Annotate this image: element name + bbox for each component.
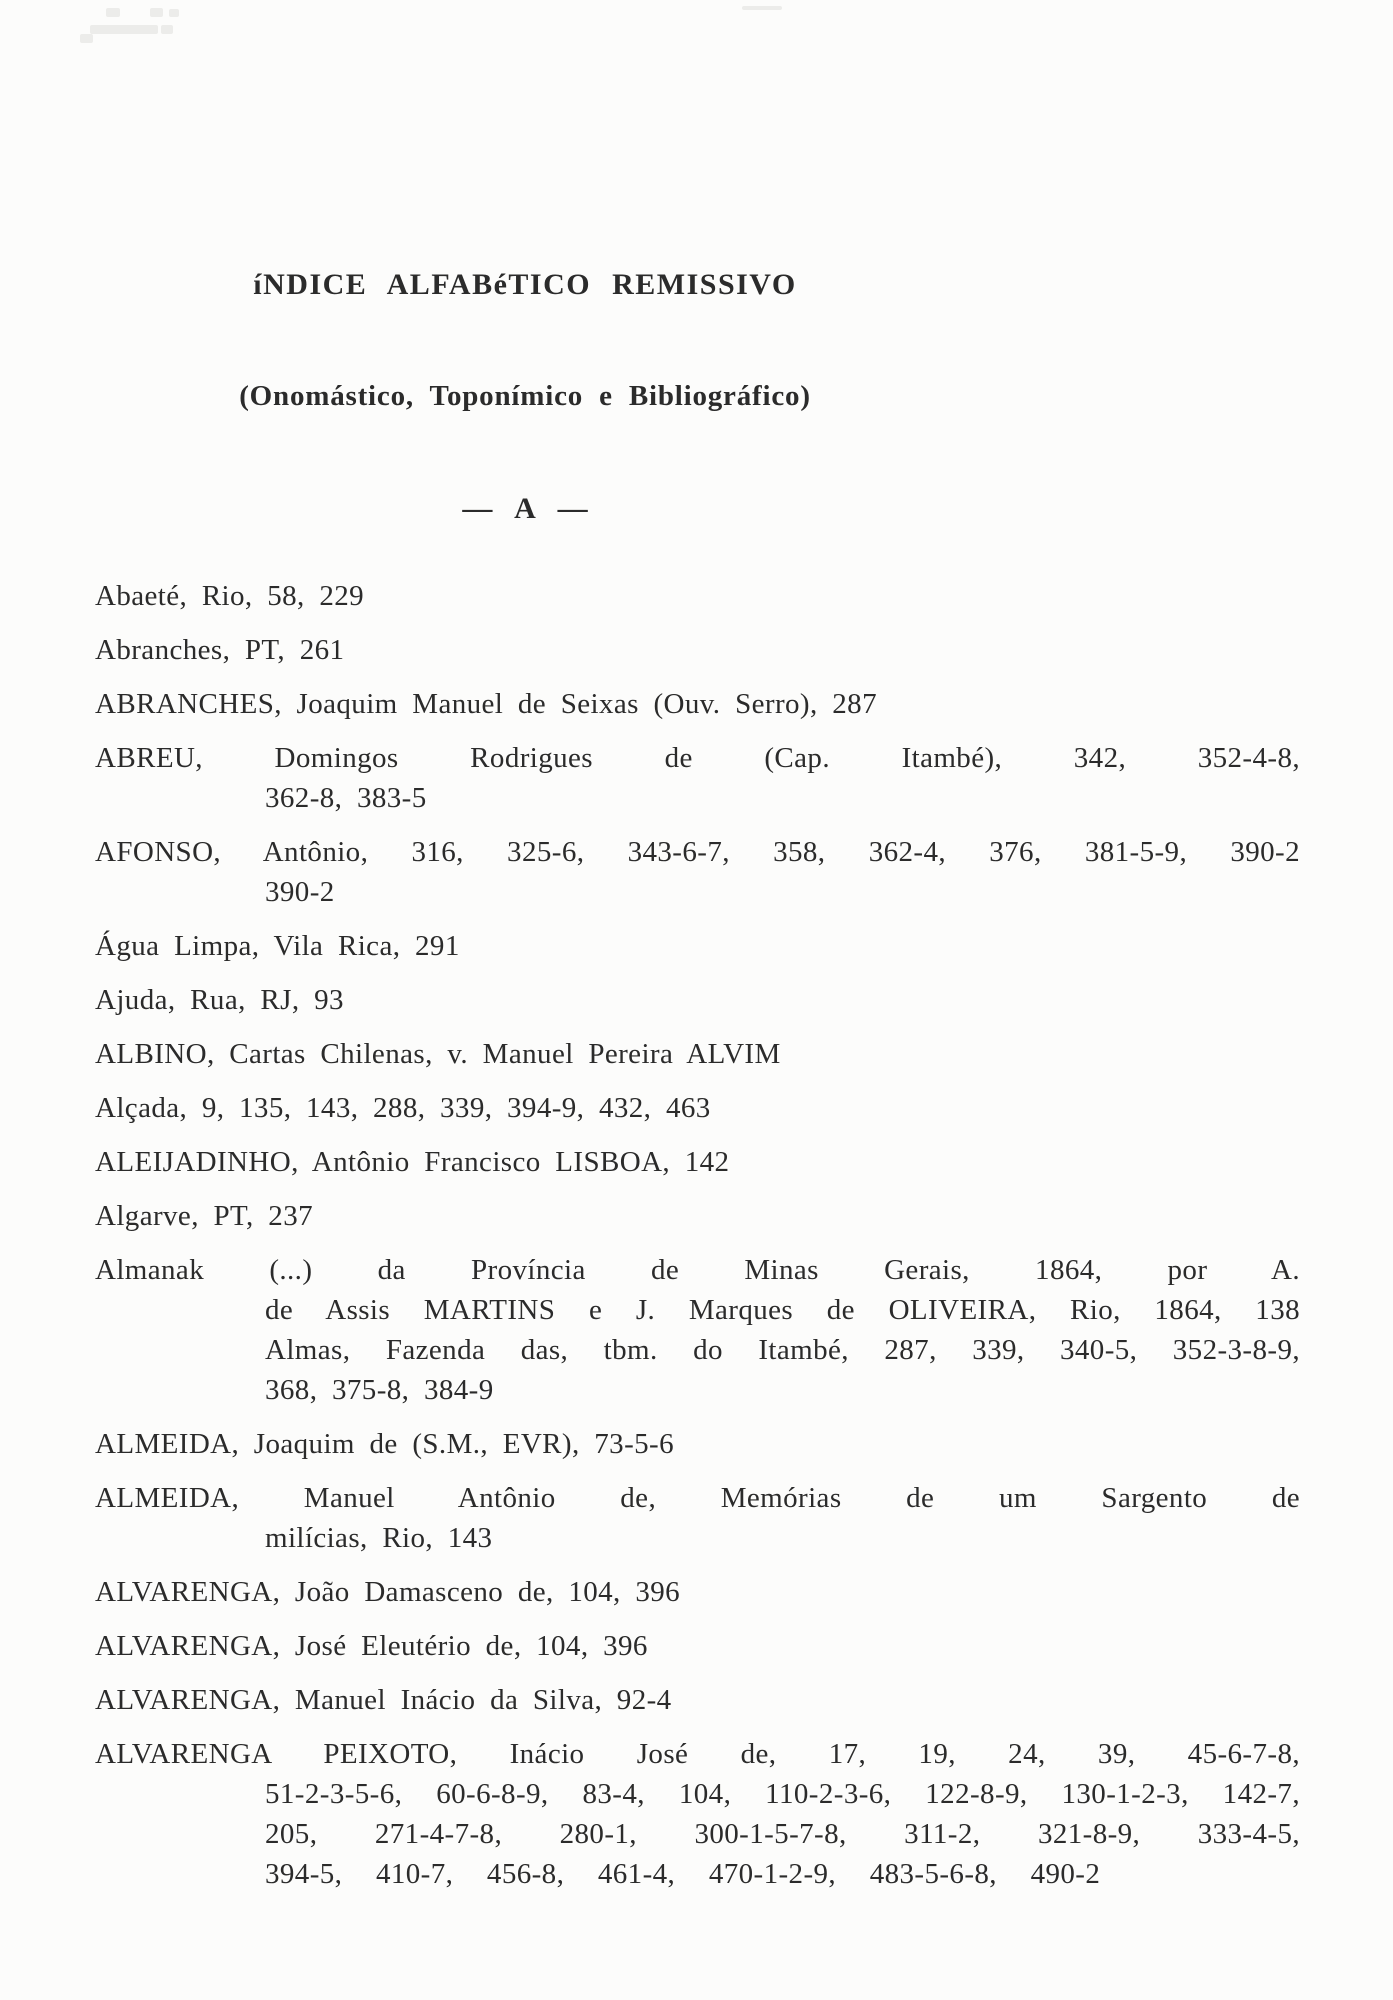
scan-smudge bbox=[80, 34, 93, 43]
index-entry-line: Abaeté, Rio, 58, 229 bbox=[95, 580, 365, 612]
page-subtitle: (Onomástico, Toponímico e Bibliográfico) bbox=[239, 380, 811, 412]
index-entry-line: Algarve, PT, 237 bbox=[95, 1200, 313, 1232]
index-entry-line: ALMEIDA, Manuel Antônio de, Memórias de um Sargento de bbox=[95, 1482, 1300, 1514]
index-entries bbox=[95, 578, 1300, 1892]
index-entry-line: ALEIJADINHO, Antônio Francisco LISBOA, 142 bbox=[95, 1146, 730, 1178]
index-entry-line: Abranches, PT, 261 bbox=[95, 634, 345, 666]
scan-smudge bbox=[90, 25, 158, 34]
index-entry-line: Ajuda, Rua, RJ, 93 bbox=[95, 984, 344, 1016]
index-entry-line: AFONSO, Antônio, 316, 325-6, 343-6-7, 358, 362-4, 376, 381-5-9, 390-2 bbox=[95, 836, 1300, 868]
index-entry-continuation: 368, 375-8, 384-9 bbox=[265, 1374, 494, 1406]
index-entry-continuation: 205, 271-4-7-8, 280-1, 300-1-5-7-8, 311-2, 321-8-9, 333-4-5, bbox=[265, 1818, 1300, 1850]
scan-smudge bbox=[169, 9, 179, 17]
index-entry-continuation: 394-5, 410-7, 456-8, 461-4, 470-1-2-9, 483-5-6-8, 490-2 bbox=[265, 1858, 1101, 1890]
scan-smudge bbox=[161, 25, 173, 34]
index-entry-continuation: 390-2 bbox=[265, 876, 335, 908]
index-entry-line: ALBINO, Cartas Chilenas, v. Manuel Pereira ALVIM bbox=[95, 1038, 781, 1070]
scan-smudge bbox=[106, 8, 120, 17]
index-entry-continuation: 362-8, 383-5 bbox=[265, 782, 427, 814]
index-entry-line: Almanak (...) da Província de Minas Gerais, 1864, por A. bbox=[95, 1254, 1300, 1286]
scan-smudge bbox=[742, 6, 782, 10]
index-entry-continuation: Almas, Fazenda das, tbm. do Itambé, 287, 339, 340-5, 352-3-8-9, bbox=[265, 1334, 1300, 1366]
page-title: íNDICE ALFABéTICO REMISSIVO bbox=[253, 268, 797, 301]
index-entry-line: ABRANCHES, Joaquim Manuel de Seixas (Ouv. Serro), 287 bbox=[95, 688, 877, 720]
index-entry-line: ALMEIDA, Joaquim de (S.M., EVR), 73-5-6 bbox=[95, 1428, 674, 1460]
index-entry-continuation: de Assis MARTINS e J. Marques de OLIVEIRA, Rio, 1864, 138 bbox=[265, 1294, 1300, 1326]
index-entry-line: ALVARENGA, Manuel Inácio da Silva, 92-4 bbox=[95, 1684, 672, 1716]
index-entry-line: Água Limpa, Vila Rica, 291 bbox=[95, 930, 460, 962]
scan-smudge bbox=[150, 8, 163, 17]
index-entry-line: ABREU, Domingos Rodrigues de (Cap. Itambé), 342, 352-4-8, bbox=[95, 742, 1300, 774]
section-letter-a: — A — bbox=[462, 492, 588, 525]
index-entry-line: ALVARENGA, José Eleutério de, 104, 396 bbox=[95, 1630, 648, 1662]
index-entry-line: ALVARENGA PEIXOTO, Inácio José de, 17, 19, 24, 39, 45-6-7-8, bbox=[95, 1738, 1300, 1770]
index-entry-line: Alçada, 9, 135, 143, 288, 339, 394-9, 432, 463 bbox=[95, 1092, 711, 1124]
index-entry-continuation: 51-2-3-5-6, 60-6-8-9, 83-4, 104, 110-2-3-6, 122-8-9, 130-1-2-3, 142-7, bbox=[265, 1778, 1300, 1810]
index-entry-continuation: milícias, Rio, 143 bbox=[265, 1522, 493, 1554]
index-entry-line: ALVARENGA, João Damasceno de, 104, 396 bbox=[95, 1576, 681, 1608]
